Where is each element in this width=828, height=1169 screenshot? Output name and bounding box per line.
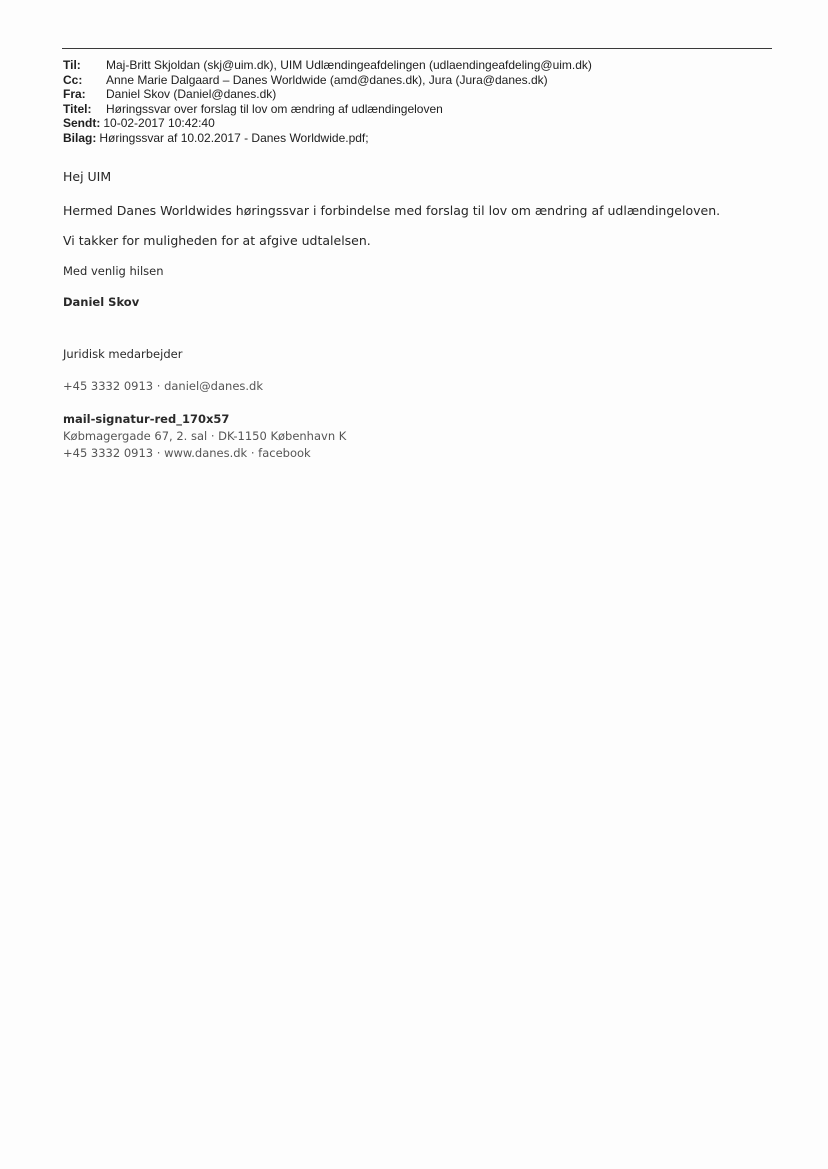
signature-role: Juridisk medarbejder (63, 347, 183, 361)
signature-image-alt: mail-signatur-red_170x57 (63, 412, 230, 426)
email-header (63, 58, 592, 146)
from-row (63, 87, 592, 102)
from-value: Daniel Skov (Daniel@danes.dk) (106, 87, 277, 102)
header-divider (62, 48, 772, 49)
to-row (63, 58, 592, 73)
cc-value: Anne Marie Dalgaard – Danes Worldwide (amd@danes.dk), Jura (Jura@danes.dk) (106, 72, 548, 87)
sent-value: 10-02-2017 10:42:40 (103, 116, 215, 131)
to-value: Maj-Britt Skjoldan (skj@uim.dk), UIM Udlændingeafdelingen (udlaendingeafdeling@uim.dk) (106, 58, 592, 72)
from-label: Fra: (63, 87, 86, 102)
attachment-row (63, 131, 592, 146)
signature-links: +45 3332 0913 · www.danes.dk · facebook (63, 446, 311, 460)
signature-contact: +45 3332 0913 · daniel@danes.dk (63, 379, 263, 393)
subject-label: Titel: (63, 101, 92, 116)
message-paragraph-1: Hermed Danes Worldwides høringssvar i forbindelse med forslag til lov om ændring af udlændingeloven. (63, 203, 721, 218)
message-paragraph-2: Vi takker for muligheden for at afgive udtalelsen. (63, 233, 371, 248)
subject-value: Høringssvar over forslag til lov om ændring af udlændingeloven (106, 101, 443, 116)
subject-row (63, 102, 592, 117)
sent-label: Sendt: (63, 116, 101, 131)
cc-row (63, 73, 592, 88)
sent-row (63, 116, 592, 131)
attachment-label: Bilag: (63, 130, 97, 145)
attachment-value: Høringssvar af 10.02.2017 - Danes Worldwide.pdf; (99, 130, 369, 145)
signature-address: Købmagergade 67, 2. sal · DK-1150 København K (63, 429, 347, 443)
cc-label: Cc: (63, 72, 83, 87)
signature-name: Daniel Skov (63, 295, 140, 309)
closing: Med venlig hilsen (63, 264, 164, 278)
to-label: Til: (63, 58, 81, 72)
greeting: Hej UIM (63, 169, 112, 184)
